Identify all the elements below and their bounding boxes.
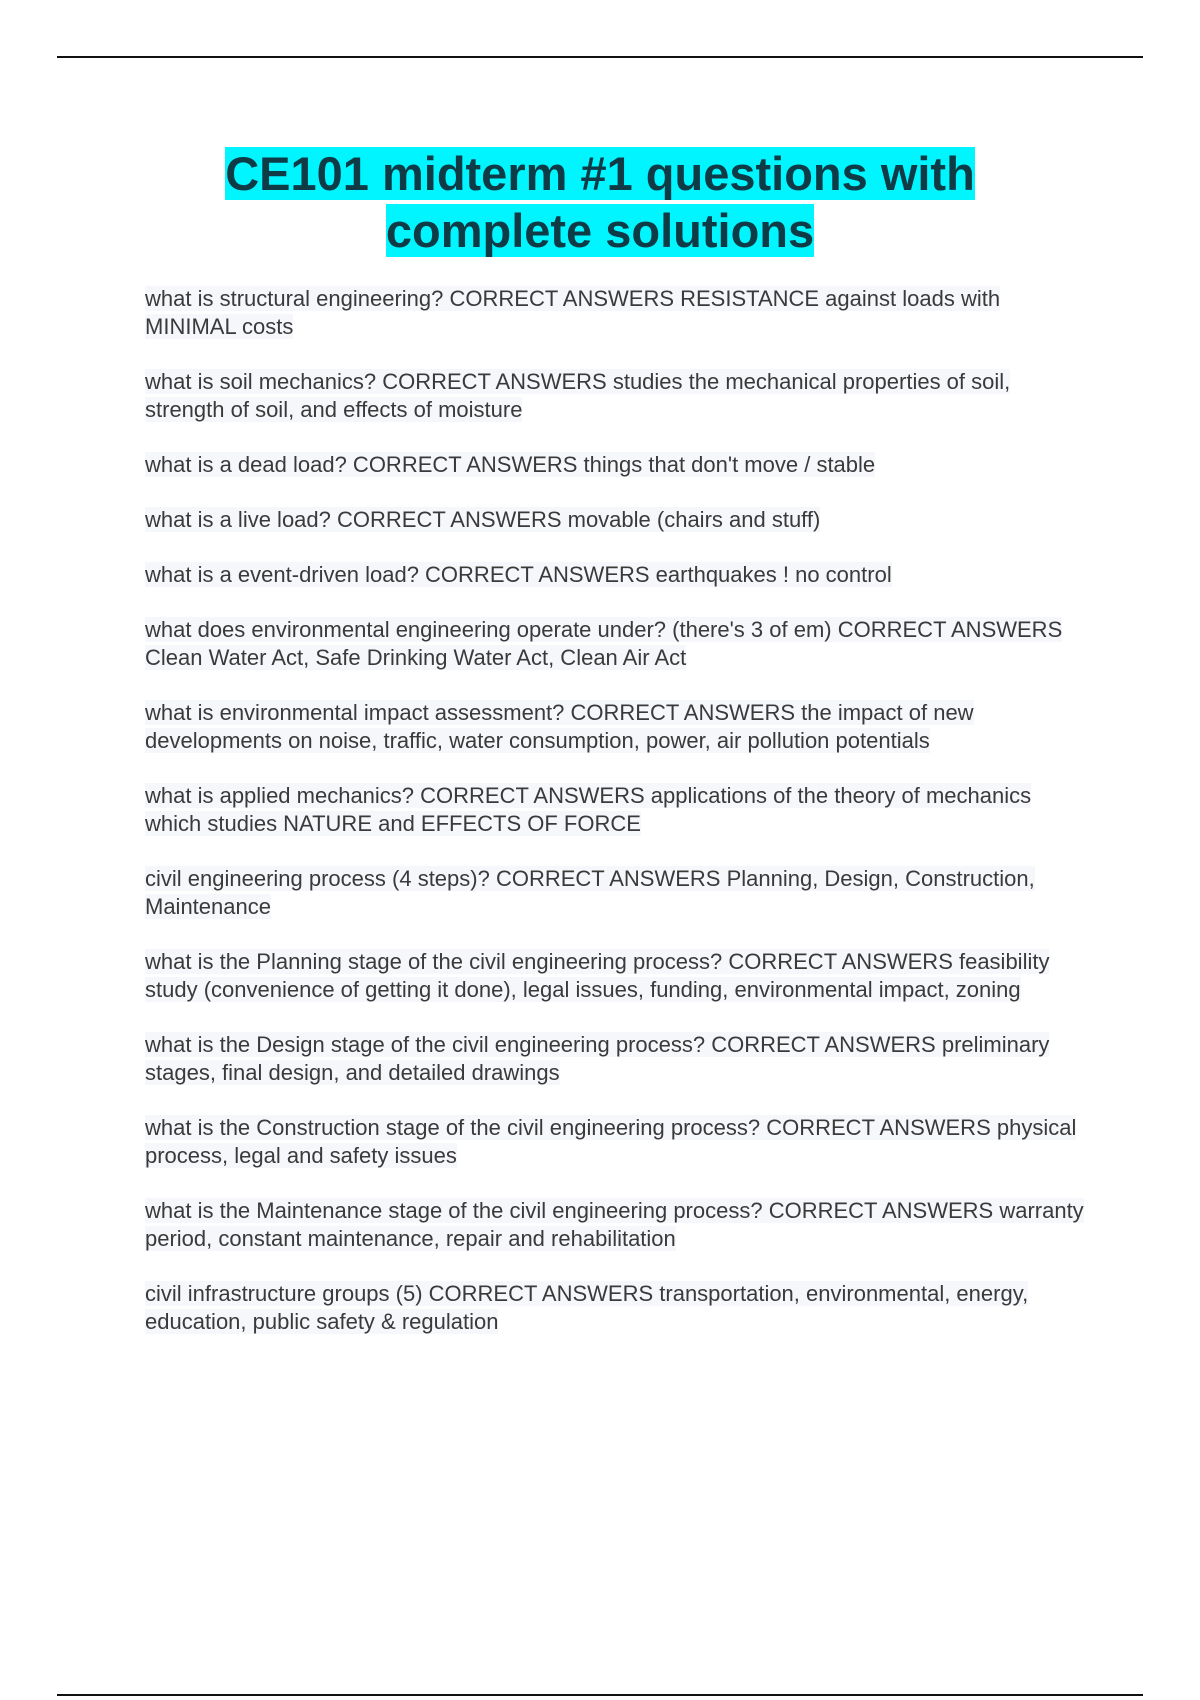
qa-text: what is environmental impact assessment? CORRECT ANSWERS the impact of new developments on noise, traffic, water consumption, power, air pollution potentials <box>145 700 974 753</box>
qa-item <box>145 285 1090 341</box>
qa-item <box>145 1197 1090 1253</box>
top-rule <box>57 56 1143 58</box>
qa-item <box>145 865 1090 921</box>
qa-item <box>145 506 1090 534</box>
qa-item <box>145 1280 1090 1336</box>
qa-text: what is the Design stage of the civil engineering process? CORRECT ANSWERS preliminary stages, final design, and detailed drawings <box>145 1032 1050 1085</box>
document-title: CE101 midterm #1 questions with complete solutions <box>225 147 975 257</box>
qa-text: civil infrastructure groups (5) CORRECT ANSWERS transportation, environmental, energy, education, public safety & regulation <box>145 1281 1029 1334</box>
qa-text: what is the Construction stage of the civil engineering process? CORRECT ANSWERS physical process, legal and safety issues <box>145 1115 1077 1168</box>
qa-item <box>145 616 1090 672</box>
qa-text: what is the Planning stage of the civil engineering process? CORRECT ANSWERS feasibility study (convenience of getting it done), legal issues, funding, environmental impact, zoning <box>145 949 1050 1002</box>
qa-text: civil engineering process (4 steps)? CORRECT ANSWERS Planning, Design, Construction, Maintenance <box>145 866 1035 919</box>
qa-item <box>145 451 1090 479</box>
qa-item <box>145 948 1090 1004</box>
qa-item <box>145 561 1090 589</box>
qa-item <box>145 1114 1090 1170</box>
qa-text: what is a event-driven load? CORRECT ANSWERS earthquakes ! no control <box>145 562 892 587</box>
qa-list <box>145 285 1090 1363</box>
qa-text: what is a dead load? CORRECT ANSWERS things that don't move / stable <box>145 452 876 477</box>
qa-text: what is a live load? CORRECT ANSWERS movable (chairs and stuff) <box>145 507 821 532</box>
qa-text: what is applied mechanics? CORRECT ANSWERS applications of the theory of mechanics which studies NATURE and EFFECTS OF FORCE <box>145 783 1032 836</box>
qa-item <box>145 782 1090 838</box>
qa-text: what is structural engineering? CORRECT ANSWERS RESISTANCE against loads with MINIMAL costs <box>145 286 1001 339</box>
title-block <box>130 145 1070 259</box>
qa-item <box>145 699 1090 755</box>
qa-text: what is the Maintenance stage of the civil engineering process? CORRECT ANSWERS warranty period, constant maintenance, repair and rehabilitation <box>145 1198 1084 1251</box>
bottom-rule <box>57 1694 1143 1696</box>
qa-text: what is soil mechanics? CORRECT ANSWERS studies the mechanical properties of soil, strength of soil, and effects of moisture <box>145 369 1011 422</box>
qa-item <box>145 368 1090 424</box>
qa-text: what does environmental engineering operate under? (there's 3 of em) CORRECT ANSWERS Clean Water Act, Safe Drinking Water Act, Clean Air Act <box>145 617 1063 670</box>
qa-item <box>145 1031 1090 1087</box>
